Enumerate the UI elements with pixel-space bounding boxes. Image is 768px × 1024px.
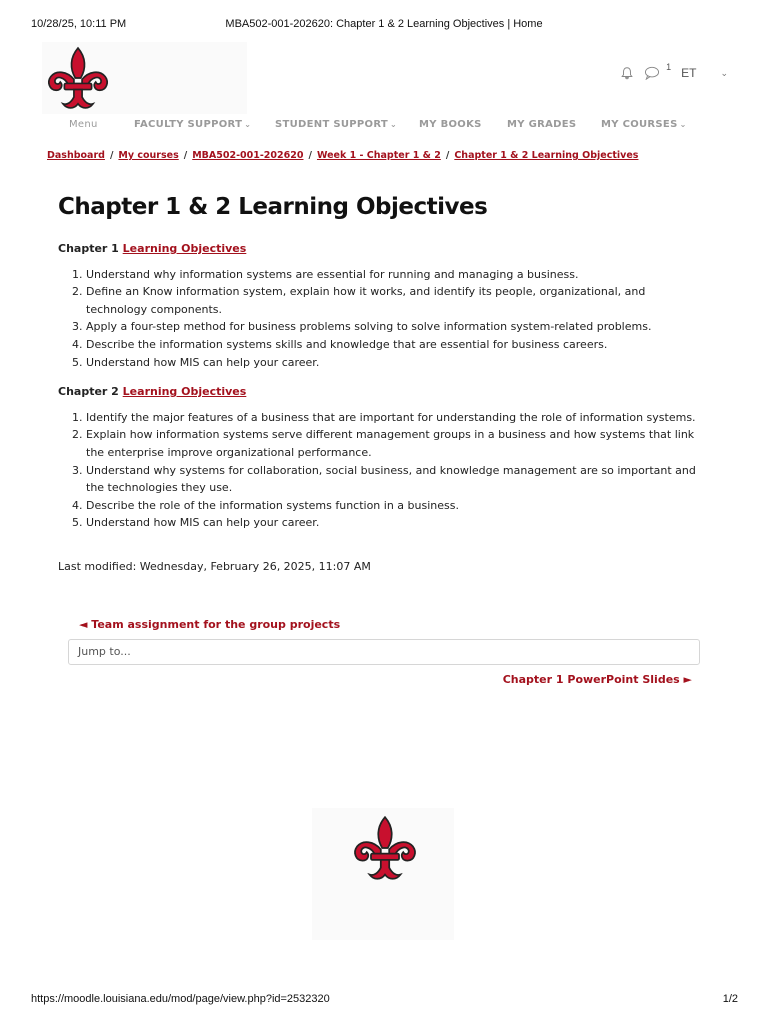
list-item: 5. Understand how MIS can help your career. [86,514,708,532]
chapter-2-objectives-link[interactable]: Learning Objectives [122,385,247,399]
chapter-1-objectives-link[interactable]: Learning Objectives [122,242,247,255]
list-item: 2. Explain how information systems serve different management groups in a business and how systems that link the enterprise improve organizational performance. [86,426,708,461]
previous-activity-link[interactable]: ◄ Team assignment for the group projects [79,618,341,631]
list-item: 1. Identify the major features of a business that are important for understanding the role of information systems. [86,409,708,427]
breadcrumb-week[interactable]: Week 1 - Chapter 1 & 2 [316,150,441,161]
nav-my-books[interactable]: MY BOOKS [419,119,482,130]
last-modified: Last modified: Wednesday, February 26, 2025, 11:07 AM [58,560,371,573]
breadcrumb: Dashboard / My courses / MBA502-001-202620 / Week 1 - Chapter 1 & 2 / Chapter 1 & 2 Learning Objectives [47,150,639,161]
print-page-title: MBA502-001-202620: Chapter 1 & 2 Learning Objectives | Home [225,18,543,30]
chevron-down-icon[interactable]: ⌄ [720,67,728,78]
chapter-1-heading: Chapter 1 Learning Objectives [58,242,247,255]
print-page-number: 1/2 [722,993,738,1005]
chapter-1-objectives-list [58,266,708,372]
list-item: 3. Understand why systems for collaboration, social business, and knowledge management are so important and the technologies they use. [86,462,708,497]
fleur-de-lis-logo [350,812,420,884]
nav-my-grades[interactable]: MY GRADES [507,119,577,130]
chevron-down-icon: ⌄ [390,120,398,129]
next-activity-link[interactable]: Chapter 1 PowerPoint Slides ► [502,673,692,686]
breadcrumb-dashboard[interactable]: Dashboard [47,150,105,161]
chapter-2-heading: Chapter 2 Learning Objectives [58,385,247,399]
print-datetime: 10/28/25, 10:11 PM [31,18,127,30]
breadcrumb-my-courses[interactable]: My courses [118,150,179,161]
nav-faculty-support[interactable]: FACULTY SUPPORT ⌄ [134,119,252,130]
breadcrumb-course[interactable]: MBA502-001-202620 [192,150,304,161]
bell-icon[interactable] [620,66,634,80]
jump-to-select[interactable]: Jump to... [68,639,700,665]
list-item: 5. Understand how MIS can help your career. [86,354,708,372]
user-initials[interactable]: ET [681,66,697,80]
print-url: https://moodle.louisiana.edu/mod/page/view.php?id=2532320 [31,993,330,1005]
chat-icon[interactable] [644,66,660,80]
page-title: Chapter 1 & 2 Learning Objectives [58,194,488,220]
breadcrumb-current-page[interactable]: Chapter 1 & 2 Learning Objectives [454,150,639,161]
chapter-2-objectives-list [58,409,708,532]
nav-student-support[interactable]: STUDENT SUPPORT ⌄ [275,119,398,130]
list-item: 4. Describe the role of the information systems function in a business. [86,497,708,515]
list-item: 2. Define an Know information system, explain how it works, and identify its people, organizational, and technology components. [86,283,708,318]
list-item: 4. Describe the information systems skills and knowledge that are essential for business careers. [86,336,708,354]
chevron-down-icon: ⌄ [679,120,687,129]
fleur-de-lis-logo[interactable] [44,43,112,113]
nav-menu[interactable]: Menu [69,119,98,130]
list-item: 1. Understand why information systems are essential for running and managing a business. [86,266,708,284]
page-content [58,240,708,532]
notification-count: 1 [666,62,672,72]
list-item: 3. Apply a four-step method for business problems solving to solve information system-related problems. [86,318,708,336]
chevron-down-icon: ⌄ [244,120,252,129]
user-controls [620,62,728,80]
nav-my-courses[interactable]: MY COURSES ⌄ [601,119,687,130]
